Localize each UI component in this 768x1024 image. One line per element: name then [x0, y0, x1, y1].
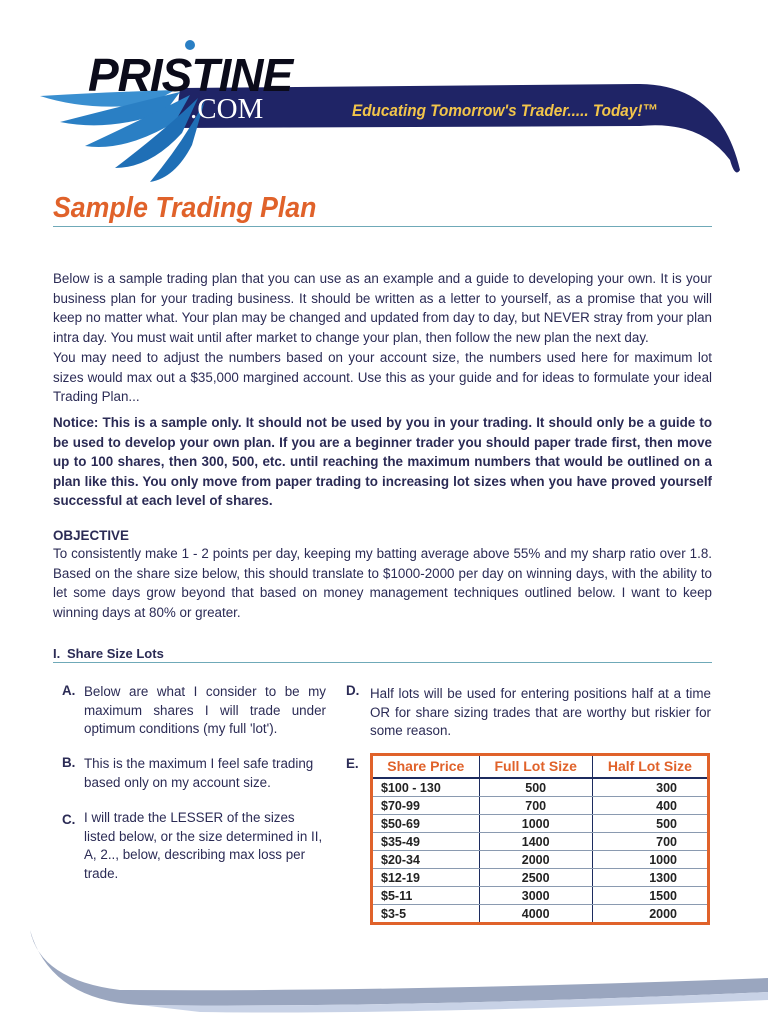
share-price-cell: $50-69	[372, 815, 480, 833]
full-lot-cell: 1000	[479, 815, 592, 833]
share-size-table	[370, 753, 710, 925]
half-lot-cell: 2000	[649, 906, 677, 921]
column-header: Share Price	[372, 755, 480, 779]
section-divider	[53, 662, 712, 663]
section-heading: Share Size Lots	[67, 646, 164, 661]
section-number: I.	[53, 646, 61, 661]
notice-paragraph: Notice: This is a sample only. It should not be used by you in your trading. It should only be a guide to be used to develop your own plan. If you are a beginner trader you should paper trade first, then move up to 100 shares, then 300, 500, etc. until reaching the maximum numbers that would be outlined on a plan like this. You only move from paper trading to increasing lot sizes when you have proved yourself successful at each level of shares.	[53, 415, 712, 508]
table-row	[372, 869, 709, 887]
full-lot-cell: 4000	[479, 905, 592, 924]
account-size-paragraph: You may need to adjust the numbers based on your account size, the numbers used here for maximum lot sizes would max out a $35,000 margined account. Use this as your guide and for ideas to formulate your ideal Trading Plan...	[53, 350, 712, 404]
tagline: Educating Tomorrow's Trader..... Today!™	[352, 101, 658, 120]
table-header-row	[372, 755, 709, 779]
full-lot-cell: 1400	[479, 833, 592, 851]
full-lot-cell: 500	[479, 778, 592, 797]
table-row	[372, 833, 709, 851]
column-header: Full Lot Size	[479, 755, 592, 779]
full-lot-cell: 3000	[479, 887, 592, 905]
share-price-cell: $20-34	[372, 851, 480, 869]
table-row	[372, 887, 709, 905]
item-c-text: I will trade the LESSER of the sizes listed below, or the size determined in II, A, 2.., below, describing max loss per trade.	[84, 810, 323, 881]
page-title: Sample Trading Plan	[53, 192, 317, 224]
item-b-text: This is the maximum I feel safe trading based only on my account size.	[84, 756, 314, 790]
item-letter-e: E.	[346, 756, 359, 771]
half-lot-cell: 400	[592, 797, 708, 815]
column-header: Half Lot Size	[592, 755, 708, 779]
item-letter-a: A.	[62, 683, 76, 698]
table-row	[372, 851, 709, 869]
share-price-cell: $70-99	[372, 797, 480, 815]
item-a-text: Below are what I consider to be my maximum shares I will trade under optimum conditions (my full 'lot').	[84, 684, 326, 736]
full-lot-cell: 700	[479, 797, 592, 815]
full-lot-cell: 2500	[479, 869, 592, 887]
item-letter-b: B.	[62, 755, 76, 770]
share-price-cell: $12-19	[372, 869, 480, 887]
half-lot-cell: 1000	[592, 851, 708, 869]
half-lot-cell: 500	[592, 815, 708, 833]
half-lot-cell: 1500	[592, 887, 708, 905]
share-price-cell: $5-11	[372, 887, 480, 905]
logo-text: PRISTINE	[88, 49, 293, 101]
title-divider	[53, 226, 712, 227]
half-lot-cell: 1300	[592, 869, 708, 887]
intro-paragraph: Below is a sample trading plan that you can use as an example and a guide to developing your own. It is your business plan for your trading business. It should be written as a letter to yourself, as a promise that you will keep no matter what. Your plan may be changed and updated from day to day, but NEVER stray from your plan intra day. You must wait until after market to change your plan, then follow the new plan the next day.	[53, 271, 712, 345]
item-letter-d: D.	[346, 683, 360, 698]
table-row	[372, 797, 709, 815]
footer-swoosh	[0, 920, 768, 1024]
share-price-cell: $100 - 130	[372, 778, 480, 797]
objective-text: To consistently make 1 - 2 points per day, keeping my batting average above 55% and my sharp ratio over 1.8. Based on the share size below, this should translate to $1000-2000 per day on winning days, with the ability to let some days grow beyond that based on money management techniques outlined below. I want to keep winning days at 80% or greater.	[53, 546, 712, 620]
table-row	[372, 815, 709, 833]
share-price-cell: $3-5	[381, 906, 407, 921]
objective-heading: OBJECTIVE	[53, 528, 129, 543]
table-row	[372, 778, 709, 797]
logo-suffix: .COM	[190, 93, 264, 125]
share-price-cell: $35-49	[372, 833, 480, 851]
full-lot-cell: 2000	[479, 851, 592, 869]
item-d-text: Half lots will be used for entering positions half at a time OR for share sizing trades that are worthy but riskier for some reason.	[370, 686, 711, 738]
half-lot-cell: 700	[592, 833, 708, 851]
item-letter-c: C.	[62, 812, 76, 827]
half-lot-cell: 300	[592, 778, 708, 797]
